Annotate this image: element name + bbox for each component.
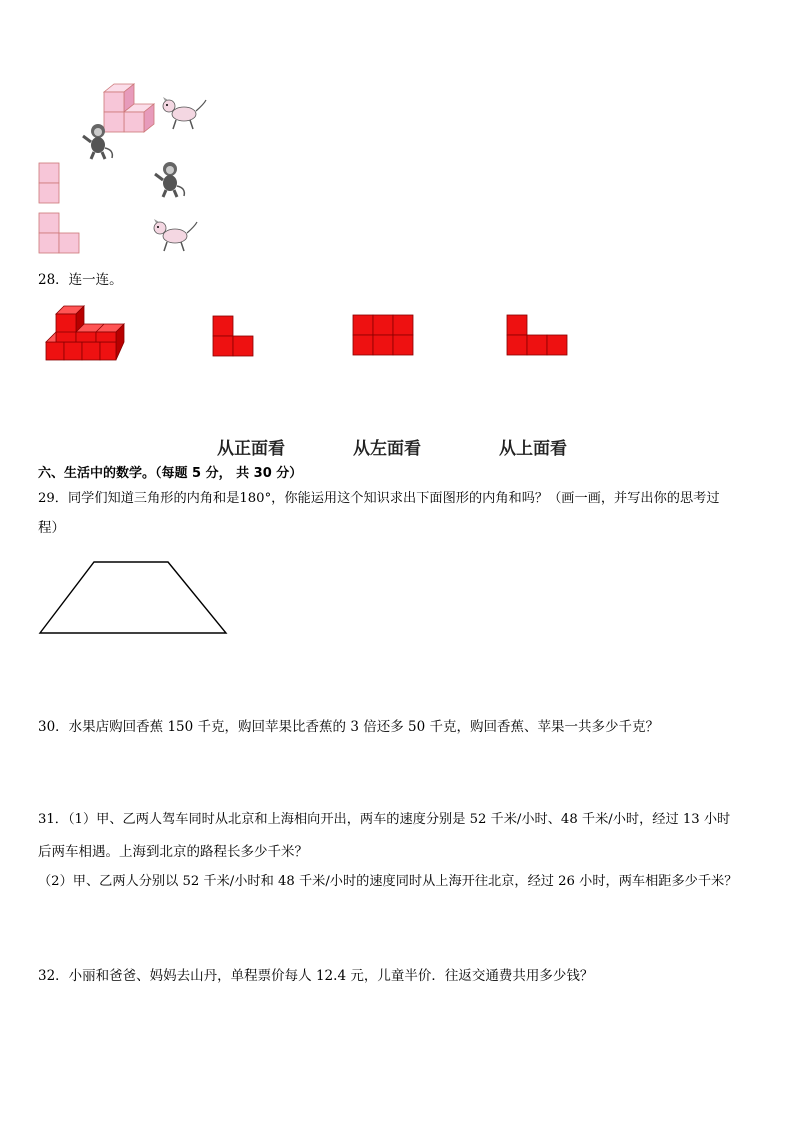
monkey-icon xyxy=(150,160,190,198)
view-label-top: 从上面看 xyxy=(499,439,567,459)
monkey-icon xyxy=(80,122,116,160)
question-32-text: 32．小丽和爸爸、妈妈去山丹，单程票价每人 12.4 元，儿童半价．往返交通费共用多少钱？ xyxy=(38,968,594,984)
question-29-line-2: 程） xyxy=(38,520,65,536)
section-six-heading: 六、生活中的数学。（每题 5 分， 共 30 分） xyxy=(38,466,303,481)
pink-view-option-vertical xyxy=(38,162,62,206)
trapezoid-figure xyxy=(38,560,230,636)
dog-icon xyxy=(160,96,208,132)
question-31-line-1: 31．（1）甲、乙两人驾车同时从北京和上海相向开出，两车的速度分别是 52 千米/小时、48 千米/小时，经过 13 小时 xyxy=(38,812,731,827)
red-view-l-shape xyxy=(212,315,256,357)
question-29-line-1: 29．同学们知道三角形的内角和是180°，你能运用这个知识求出下面图形的内角和吗？（画一画，并写出你的思考过 xyxy=(38,491,720,506)
pink-view-option-l-shape xyxy=(38,212,84,256)
question-31-line-2: 后两车相遇。上海到北京的路程长多少千米？ xyxy=(38,844,308,860)
view-label-left: 从左面看 xyxy=(353,439,421,459)
red-cube-solid xyxy=(44,302,128,364)
view-label-front: 从正面看 xyxy=(217,439,285,459)
question-31-line-3: （2）甲、乙两人分别以 52 千米/小时和 48 千米/小时的速度同时从上海开往北京，经过 26 小时，两车相距多少千米？ xyxy=(38,874,738,889)
dog-icon xyxy=(150,218,200,254)
red-view-long-l-shape xyxy=(506,314,570,356)
question-30-text: 30．水果店购回香蕉 150 千克，购回苹果比香蕉的 3 倍还多 50 千克，购回香蕉、苹果一共多少千克？ xyxy=(38,719,659,735)
pink-cube xyxy=(124,104,154,132)
question-28-text: 28．连一连。 xyxy=(38,272,123,288)
red-view-grid xyxy=(352,314,414,356)
